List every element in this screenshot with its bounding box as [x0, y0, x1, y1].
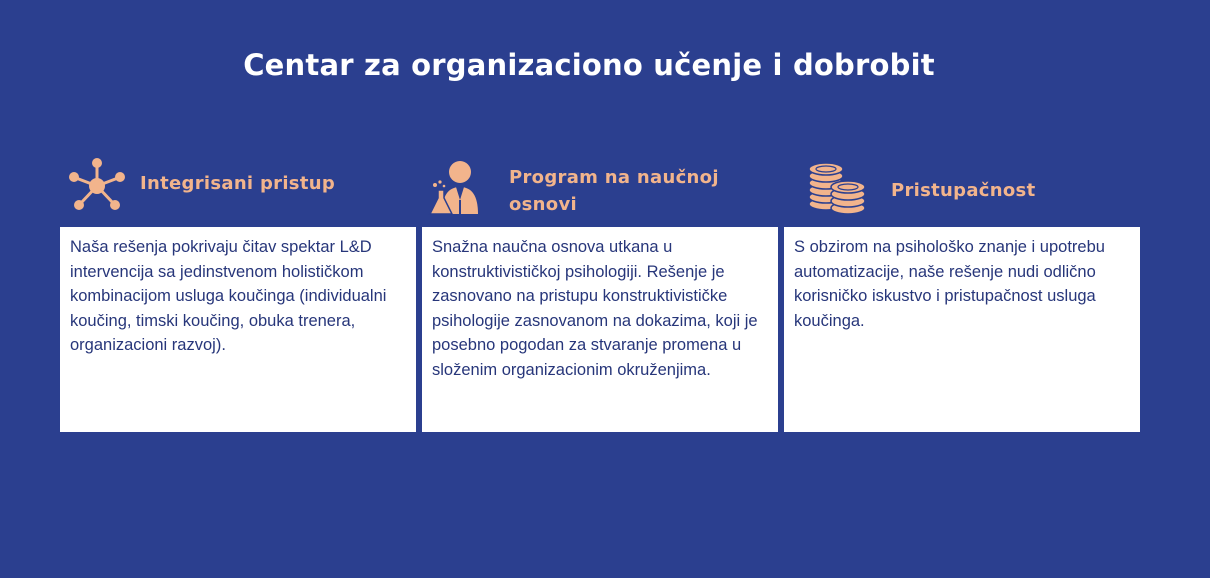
network-nodes-icon — [66, 156, 128, 218]
feature-heading: Program na naučnoj osnovi — [509, 167, 719, 215]
feature-heading: Pristupačnost — [891, 180, 1036, 201]
feature-header — [60, 152, 416, 227]
feature-description: Naša rešenja pokrivaju čitav spektar L&D intervencija sa jedinstvenom holističkom kombinacijom usluga koučinga (individualni koučing, timski koučing, obuka trenera, organizacioni razvoj). — [60, 227, 416, 432]
feature-header — [422, 152, 778, 227]
feature-description: Snažna naučna osnova utkana u konstruktivističkoj psihologiji. Rešenje je zasnovano na pristupu konstruktivističke psihologije zasnovanom na dokazima, koji je posebno pogodan za stvaranje promena u složenim organizacionim okruženjima. — [422, 227, 778, 432]
coins-icon — [806, 158, 868, 220]
feature-column-affordability — [784, 152, 1140, 432]
feature-description: S obzirom na psihološko znanje i upotrebu automatizacije, naše rešenje nudi odlično korisničko iskustvo i pristupačnost usluga koučinga. — [784, 227, 1140, 432]
feature-column-integrated — [60, 152, 416, 432]
feature-header — [784, 152, 1140, 227]
feature-heading: Integrisani pristup — [140, 173, 336, 194]
feature-column-scientific — [422, 152, 778, 432]
scientist-icon — [426, 156, 488, 218]
page-title: Centar za organizaciono učenje i dobrobit — [243, 48, 935, 82]
